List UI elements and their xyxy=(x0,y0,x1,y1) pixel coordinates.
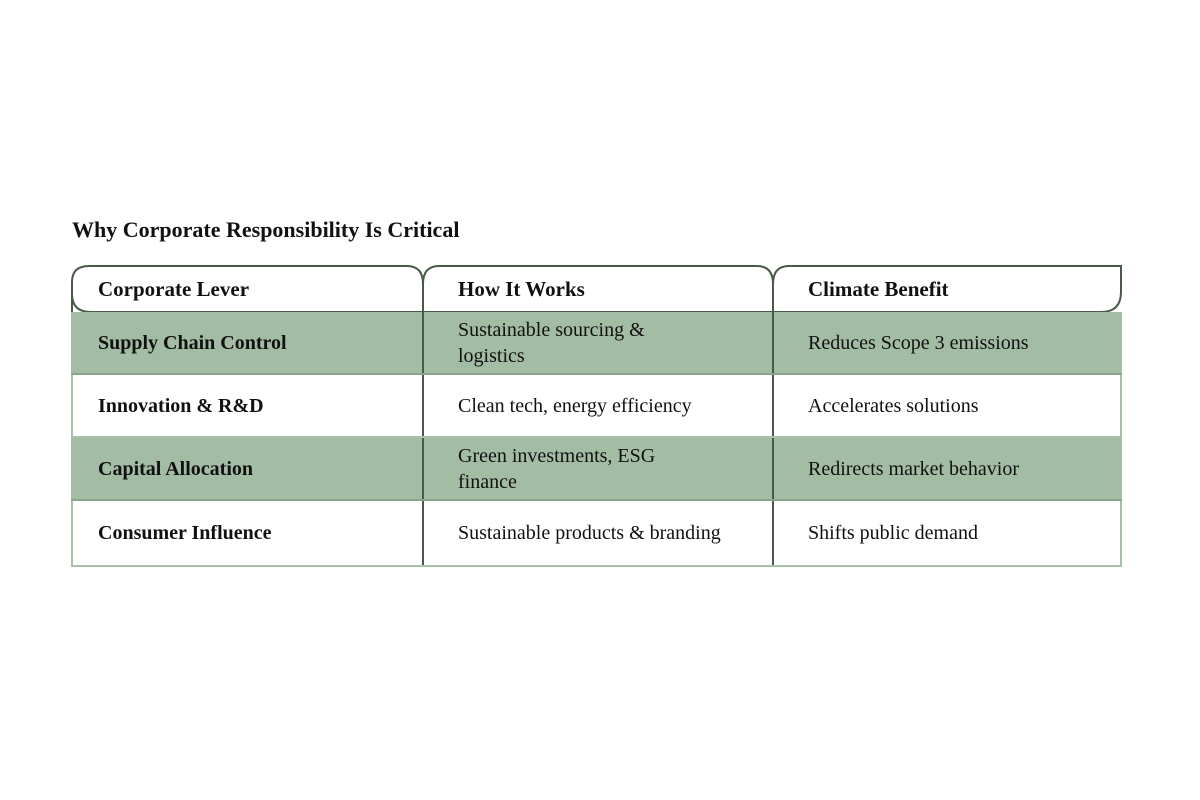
cell-lever: Consumer Influence xyxy=(98,522,272,544)
table-header xyxy=(71,264,1122,312)
cell-benefit: Redirects market behavior xyxy=(808,457,1020,480)
cell-lever: Innovation & R&D xyxy=(98,394,264,417)
page-title: Why Corporate Responsibility Is Critical xyxy=(72,217,460,242)
corporate-responsibility-table xyxy=(71,264,1122,567)
table-row xyxy=(71,312,1122,375)
cell-benefit: Accelerates solutions xyxy=(808,394,979,417)
header-how-it-works: How It Works xyxy=(458,277,585,301)
table-row xyxy=(71,438,1122,501)
cell-how: Clean tech, energy efficiency xyxy=(458,394,692,417)
cell-lever: Supply Chain Control xyxy=(98,331,287,354)
header-climate-benefit: Climate Benefit xyxy=(808,277,949,301)
cell-benefit: Reduces Scope 3 emissions xyxy=(808,331,1029,354)
cell-how: Sustainable sourcing & logistics xyxy=(458,318,645,367)
cell-benefit: Shifts public demand xyxy=(808,522,978,544)
table-row xyxy=(71,501,1122,567)
cell-lever: Capital Allocation xyxy=(98,457,254,480)
table-row xyxy=(71,375,1122,438)
header-corporate-lever: Corporate Lever xyxy=(98,277,250,301)
cell-how: Sustainable products & branding xyxy=(458,522,721,544)
cell-how: Green investments, ESG finance xyxy=(458,444,656,493)
